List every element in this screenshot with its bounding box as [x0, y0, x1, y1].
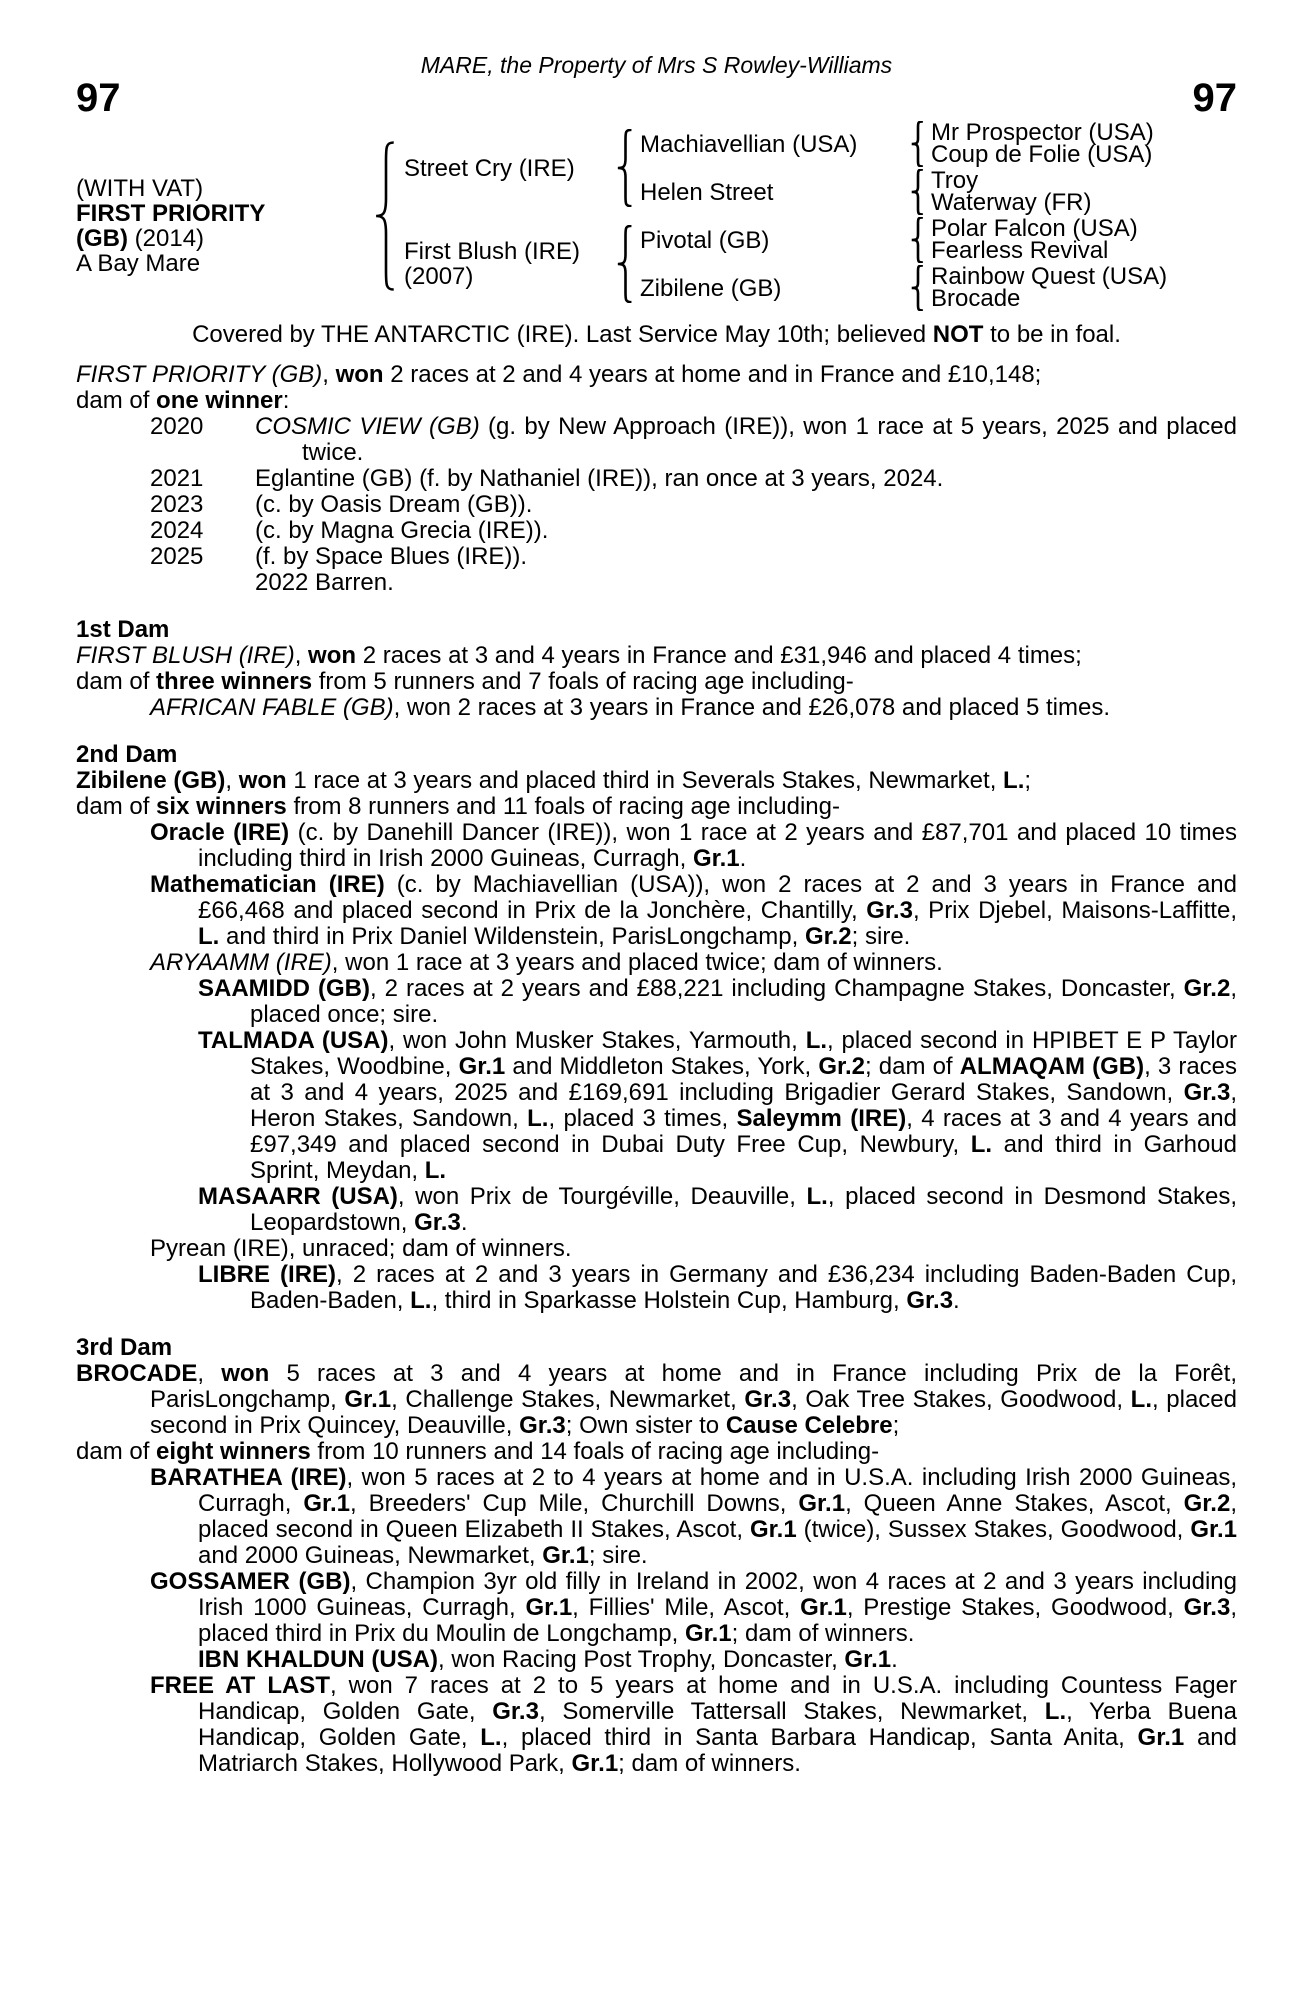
- produce-row: [150, 466, 1237, 492]
- text-segment: AFRICAN FABLE (GB): [150, 694, 394, 721]
- text-segment: Gr.1: [344, 1386, 392, 1413]
- text-segment: FIRST PRIORITY (GB): [76, 361, 323, 388]
- text-segment: Gr.1: [1190, 1516, 1238, 1543]
- text-segment: A Bay Mare: [76, 250, 201, 277]
- text-segment: .: [460, 1209, 468, 1236]
- text-segment: and 2000 Guineas, Newmarket,: [198, 1542, 543, 1569]
- pedigree-note-paragraph: [150, 872, 1237, 950]
- text-segment: , Heron Stakes, Sandown,: [250, 1079, 1237, 1132]
- text-segment: BARATHEA (IRE): [150, 1464, 347, 1491]
- pedigree-note-paragraph: [150, 820, 1237, 872]
- text-segment: (2014): [127, 225, 205, 252]
- text-segment: , third in Sparkasse Holstein Cup, Hamburg,: [431, 1287, 907, 1314]
- text-segment: FIRST PRIORITY: [76, 200, 266, 227]
- text-segment: Gr.3: [866, 897, 913, 924]
- text-segment: , placed third in Santa Barbara Handicap, Santa Anita,: [501, 1724, 1138, 1751]
- text-segment: , Yerba Buena Handicap, Golden Gate,: [198, 1698, 1237, 1751]
- text-segment: dam of: [76, 668, 157, 695]
- produce-year: 2021: [150, 465, 204, 492]
- curly-brace-icon: [911, 265, 925, 311]
- text-segment: (twice), Sussex Stakes, Goodwood,: [796, 1516, 1191, 1543]
- text-segment: LIBRE (IRE): [198, 1261, 337, 1288]
- pedigree-note-paragraph: [198, 976, 1237, 1028]
- subject-vat-note: [76, 176, 368, 201]
- curly-brace-icon: [617, 129, 634, 207]
- gen4-name: Waterway (FR): [931, 189, 1092, 216]
- text-segment: , won 1 race at 3 years and placed twice; dam of winners.: [331, 949, 943, 976]
- text-segment: (c. by Oasis Dream (GB)).: [255, 491, 533, 518]
- text-segment: Gr.3: [492, 1698, 539, 1725]
- gen4-name: Rainbow Quest (USA): [931, 263, 1168, 290]
- subject-name: [76, 201, 368, 226]
- gen4-name: Troy: [931, 167, 979, 194]
- text-segment: Gr.3: [1183, 1594, 1231, 1621]
- text-segment: .: [953, 1287, 960, 1314]
- text-segment: , 2 races at 2 and 3 years in Germany and £36,234 including Baden-Baden Cup, Baden-Baden,: [250, 1261, 1237, 1314]
- text-segment: , placed second in Queen Elizabeth II Stakes, Ascot,: [198, 1490, 1237, 1543]
- text-segment: L.: [970, 1131, 993, 1158]
- text-segment: Gr.1: [303, 1490, 351, 1517]
- text-segment: ; dam of winners.: [618, 1750, 801, 1777]
- text-segment: (c. by Magna Grecia (IRE)).: [255, 517, 549, 544]
- text-segment: GOSSAMER (GB): [150, 1568, 351, 1595]
- text-segment: Gr.2: [818, 1053, 866, 1080]
- text-segment: 2 races at 3 and 4 years in France and £31,946 and placed 4 times;: [356, 642, 1082, 669]
- produce-record: [76, 414, 1237, 596]
- pedigree-note-paragraph: [76, 1361, 1237, 1439]
- text-segment: dam of: [76, 387, 157, 414]
- pedigree-gen2: [404, 120, 610, 312]
- text-segment: Gr.1: [692, 845, 740, 872]
- text-segment: , 4 races at 3 and 4 years and £97,349 and placed second in Dubai Duty Free Cup, Newbury,: [250, 1105, 1237, 1158]
- pedigree-dam-cell: [404, 216, 610, 312]
- text-segment: (GB): [76, 225, 128, 252]
- text-segment: won: [335, 361, 384, 388]
- produce-row: [150, 414, 1237, 466]
- text-segment: :: [282, 387, 290, 414]
- text-segment: (f. by Space Blues (IRE)).: [255, 543, 528, 570]
- text-segment: from 5 runners and 7 foals of racing age including-: [312, 668, 854, 695]
- text-segment: NOT: [932, 321, 984, 348]
- pedigree-note-paragraph: [150, 1569, 1237, 1647]
- text-segment: dam of: [76, 1438, 157, 1465]
- text-segment: ,: [225, 767, 239, 794]
- curly-brace-icon: [911, 121, 925, 167]
- dam-name: First Blush (IRE): [404, 238, 581, 265]
- dam-heading: 2nd Dam: [76, 741, 178, 768]
- text-segment: ,: [197, 1360, 222, 1387]
- text-segment: , won 2 races at 3 years in France and £26,078 and placed 5 times.: [393, 694, 1111, 721]
- produce-row: [150, 518, 1237, 544]
- text-segment: (WITH VAT): [76, 175, 204, 202]
- text-segment: .: [891, 1646, 898, 1673]
- text-segment: ;: [1024, 767, 1032, 794]
- curly-brace-icon: [617, 225, 634, 303]
- text-segment: 2 races at 2 and 4 years at home and in France and £10,148;: [383, 361, 1042, 388]
- lot-number-left: 97: [76, 76, 121, 120]
- text-segment: , placed second in Desmond Stakes, Leopardstown,: [250, 1183, 1238, 1236]
- text-segment: Gr.1: [749, 1516, 797, 1543]
- text-segment: one winner: [156, 387, 283, 414]
- text-segment: Saleymm (IRE): [736, 1105, 907, 1132]
- produce-year: 2024: [150, 517, 204, 544]
- gen3-name: Zibilene (GB): [640, 274, 782, 302]
- text-segment: Eglantine (GB) (f. by Nathaniel (IRE)), ran once at 3 years, 2024.: [255, 465, 944, 492]
- text-segment: won: [308, 642, 357, 669]
- text-segment: ; sire.: [588, 1542, 648, 1569]
- text-segment: , won Racing Post Trophy, Doncaster,: [437, 1646, 845, 1673]
- text-segment: Cause Celebre: [725, 1412, 893, 1439]
- text-segment: , Somerville Tattersall Stakes, Newmarket,: [538, 1698, 1045, 1725]
- pedigree-braces-gen3: [904, 120, 931, 312]
- text-segment: Gr.1: [798, 1490, 846, 1517]
- text-segment: , Prix Djebel, Maisons-Laffitte,: [912, 897, 1237, 924]
- text-segment: , placed second in HPIBET E P Taylor Stakes, Woodbine,: [250, 1027, 1237, 1080]
- text-segment: Gr.1: [684, 1620, 732, 1647]
- text-segment: eight winners: [156, 1438, 311, 1465]
- text-segment: ; dam of winners.: [731, 1620, 915, 1647]
- gen4-name: Coup de Folie (USA): [931, 141, 1153, 168]
- sire-name: Street Cry (IRE): [404, 154, 575, 182]
- text-segment: and third in Garhoud Sprint, Meydan,: [250, 1131, 1238, 1184]
- text-segment: FREE AT LAST: [150, 1672, 330, 1699]
- text-segment: ; dam of: [865, 1053, 960, 1080]
- pedigree-sire-cell: [404, 120, 610, 216]
- text-segment: ,: [322, 361, 336, 388]
- text-segment: L.: [1044, 1698, 1067, 1725]
- pedigree-note-paragraph: [150, 1236, 1237, 1262]
- gen4-name: Polar Falcon (USA): [931, 215, 1138, 242]
- gen4-name: Mr Prospector (USA): [931, 119, 1154, 146]
- text-segment: , won Prix de Tourgéville, Deauville,: [397, 1183, 807, 1210]
- gen4-name: Fearless Revival: [931, 237, 1109, 264]
- text-segment: Zibilene (GB): [76, 767, 226, 794]
- curly-brace-icon: [911, 217, 925, 263]
- text-segment: , Prestige Stakes, Goodwood,: [846, 1594, 1184, 1621]
- pedigree-gen3: [640, 120, 904, 312]
- text-segment: Gr.1: [458, 1053, 506, 1080]
- text-segment: six winners: [156, 793, 287, 820]
- text-segment: won: [221, 1360, 270, 1387]
- subject-suffix-year: [76, 226, 368, 251]
- text-segment: , 3 races at 3 and 4 years, 2025 and £169,691 including Brigadier Gerard Stakes, Sandown,: [250, 1053, 1238, 1106]
- text-segment: , Fillies' Mile, Ascot,: [572, 1594, 801, 1621]
- dam-year: (2007): [404, 263, 474, 290]
- text-segment: Gr.3: [744, 1386, 792, 1413]
- text-segment: Gr.3: [906, 1287, 954, 1314]
- text-segment: BROCADE: [76, 1360, 198, 1387]
- pedigree-note-paragraph: [198, 1028, 1237, 1184]
- text-segment: ,: [294, 642, 309, 669]
- dam-sections: [76, 617, 1237, 1777]
- text-segment: , Challenge Stakes, Newmarket,: [391, 1386, 745, 1413]
- covered-line: [76, 322, 1237, 348]
- text-segment: Gr.1: [844, 1646, 892, 1673]
- text-segment: and Matriarch Stakes, Hollywood Park,: [198, 1724, 1237, 1777]
- text-segment: Gr.1: [1137, 1724, 1185, 1751]
- text-segment: .: [739, 845, 747, 872]
- text-segment: , Oak Tree Stakes, Goodwood,: [791, 1386, 1131, 1413]
- produce-year: 2020: [150, 413, 204, 440]
- pedigree-gen4: [931, 120, 1237, 312]
- curly-brace-icon: [911, 169, 925, 215]
- barren-note: 2022 Barren.: [255, 569, 394, 596]
- text-segment: , Breeders' Cup Mile, Churchill Downs,: [350, 1490, 799, 1517]
- text-segment: L.: [805, 1027, 828, 1054]
- pedigree-tree: [76, 120, 1237, 312]
- lot-number-right: 97: [1192, 76, 1237, 120]
- pedigree-brace-gen1: [368, 120, 404, 312]
- text-segment: (c. by Machiavellian (USA)), won 2 races at 2 and 3 years in France and £66,468 and placed second in Prix de la Jonchère, Chantilly,: [198, 871, 1237, 924]
- text-segment: three winners: [156, 668, 313, 695]
- gen4-name: Brocade: [931, 285, 1021, 312]
- pedigree-note-paragraph: [76, 1439, 1237, 1465]
- text-segment: L.: [410, 1287, 432, 1314]
- text-segment: ALMAQAM (GB): [959, 1053, 1145, 1080]
- mare-dam-of-line: [76, 388, 1237, 414]
- lot-number-row: [76, 78, 1237, 118]
- dam-heading: 3rd Dam: [76, 1334, 173, 1361]
- pedigree-note-paragraph: [150, 1465, 1237, 1569]
- text-segment: , Queen Anne Stakes, Ascot,: [845, 1490, 1184, 1517]
- subject-description: [76, 251, 368, 276]
- text-segment: , placed once; sire.: [250, 975, 1237, 1028]
- text-segment: 1 race at 3 years and placed third in Severals Stakes, Newmarket,: [286, 767, 1004, 794]
- text-segment: , won John Musker Stakes, Yarmouth,: [388, 1027, 806, 1054]
- text-segment: L.: [1003, 767, 1025, 794]
- text-segment: L.: [480, 1724, 502, 1751]
- pedigree-note-paragraph: [76, 643, 1237, 669]
- text-segment: to be in foal.: [983, 321, 1121, 348]
- text-segment: L.: [424, 1157, 447, 1184]
- text-segment: , placed third in Prix du Moulin de Longchamp,: [198, 1594, 1237, 1647]
- pedigree-note-paragraph: [150, 950, 1237, 976]
- page-title: MARE, the Property of Mrs S Rowley-Williams: [420, 52, 893, 78]
- pedigree-note-paragraph: [198, 1647, 1237, 1673]
- produce-row: [150, 544, 1237, 570]
- text-segment: and Middleton Stakes, York,: [505, 1053, 819, 1080]
- text-segment: Pyrean (IRE), unraced; dam of winners.: [150, 1235, 572, 1262]
- text-segment: (g. by New Approach (IRE)), won 1 race at 5 years, 2025 and placed twice.: [302, 413, 1237, 466]
- text-segment: Gr.3: [414, 1209, 461, 1236]
- pedigree-note-paragraph: [76, 794, 1237, 820]
- text-segment: L.: [1130, 1386, 1152, 1413]
- pedigree-note-paragraph: [76, 669, 1237, 695]
- text-segment: TALMADA (USA): [198, 1027, 389, 1054]
- dam-heading: 1st Dam: [76, 616, 170, 643]
- text-segment: Gr.1: [542, 1542, 589, 1569]
- text-segment: MASAARR (USA): [198, 1183, 398, 1210]
- text-segment: and third in Prix Daniel Wildenstein, ParisLongchamp,: [219, 923, 805, 950]
- text-segment: L.: [198, 923, 220, 950]
- text-segment: Gr.2: [804, 923, 852, 950]
- pedigree-note-paragraph: [198, 1262, 1237, 1314]
- text-segment: ;: [892, 1412, 900, 1439]
- pedigree-subject: [76, 130, 368, 322]
- gen3-name: Helen Street: [640, 178, 774, 206]
- mare-race-record: [76, 362, 1237, 388]
- curly-brace-icon: [375, 141, 397, 291]
- text-segment: dam of: [76, 793, 157, 820]
- text-segment: , placed 3 times,: [548, 1105, 737, 1132]
- text-segment: from 10 runners and 14 foals of racing age including-: [310, 1438, 880, 1465]
- gen3-name: Pivotal (GB): [640, 226, 770, 254]
- text-segment: (c. by Danehill Dancer (IRE)), won 1 race at 2 years and £87,701 and placed 10 times including third in Irish 2000 Guineas, Curragh,: [198, 819, 1237, 872]
- produce-year: 2023: [150, 491, 204, 518]
- pedigree-note-paragraph: [76, 768, 1237, 794]
- text-segment: COSMIC VIEW (GB): [255, 413, 480, 440]
- text-segment: ; sire.: [851, 923, 911, 950]
- text-segment: won: [238, 767, 287, 794]
- text-segment: ; Own sister to: [565, 1412, 726, 1439]
- text-segment: , won 7 races at 2 to 5 years at home and in U.S.A. including Countess Fager Handicap, Golden Gate,: [198, 1672, 1237, 1725]
- text-segment: L.: [527, 1105, 549, 1132]
- text-segment: Gr.1: [571, 1750, 619, 1777]
- text-segment: SAAMIDD (GB): [198, 975, 370, 1002]
- text-segment: Gr.1: [525, 1594, 573, 1621]
- pedigree-note-paragraph: [198, 1184, 1237, 1236]
- text-segment: 5 races at 3 and 4 years at home and in France including Prix de la Forêt, ParisLongchamp,: [150, 1360, 1237, 1413]
- pedigree-braces-gen2: [610, 120, 640, 312]
- text-segment: Gr.1: [800, 1594, 847, 1621]
- text-segment: Covered by THE ANTARCTIC (IRE). Last Service May 10th; believed: [192, 321, 933, 348]
- text-segment: , placed second in Prix Quincey, Deauville,: [150, 1386, 1237, 1439]
- pedigree-note-paragraph: [150, 695, 1237, 721]
- text-segment: , Champion 3yr old filly in Ireland in 2002, won 4 races at 2 and 3 years including Irish 1000 Guineas, Curragh,: [198, 1568, 1237, 1621]
- text-segment: L.: [806, 1183, 828, 1210]
- pedigree-note-paragraph: [150, 1673, 1237, 1777]
- text-segment: , won 5 races at 2 to 4 years at home and in U.S.A. including Irish 2000 Guineas, Curragh,: [198, 1464, 1237, 1517]
- text-segment: Gr.2: [1183, 975, 1231, 1002]
- text-segment: Gr.2: [1183, 1490, 1231, 1517]
- text-segment: Mathematician (IRE): [150, 871, 385, 898]
- text-segment: Gr.3: [1183, 1079, 1231, 1106]
- text-segment: IBN KHALDUN (USA): [198, 1646, 438, 1673]
- text-segment: , 2 races at 2 years and £88,221 including Champagne Stakes, Doncaster,: [369, 975, 1184, 1002]
- produce-row: [150, 492, 1237, 518]
- produce-year: 2025: [150, 543, 204, 570]
- text-segment: from 8 runners and 11 foals of racing age including-: [286, 793, 840, 820]
- text-segment: ARYAAMM (IRE): [150, 949, 332, 976]
- text-segment: Oracle (IRE): [150, 819, 290, 846]
- text-segment: Gr.3: [519, 1412, 566, 1439]
- text-segment: FIRST BLUSH (IRE): [76, 642, 295, 669]
- gen3-name: Machiavellian (USA): [640, 130, 858, 158]
